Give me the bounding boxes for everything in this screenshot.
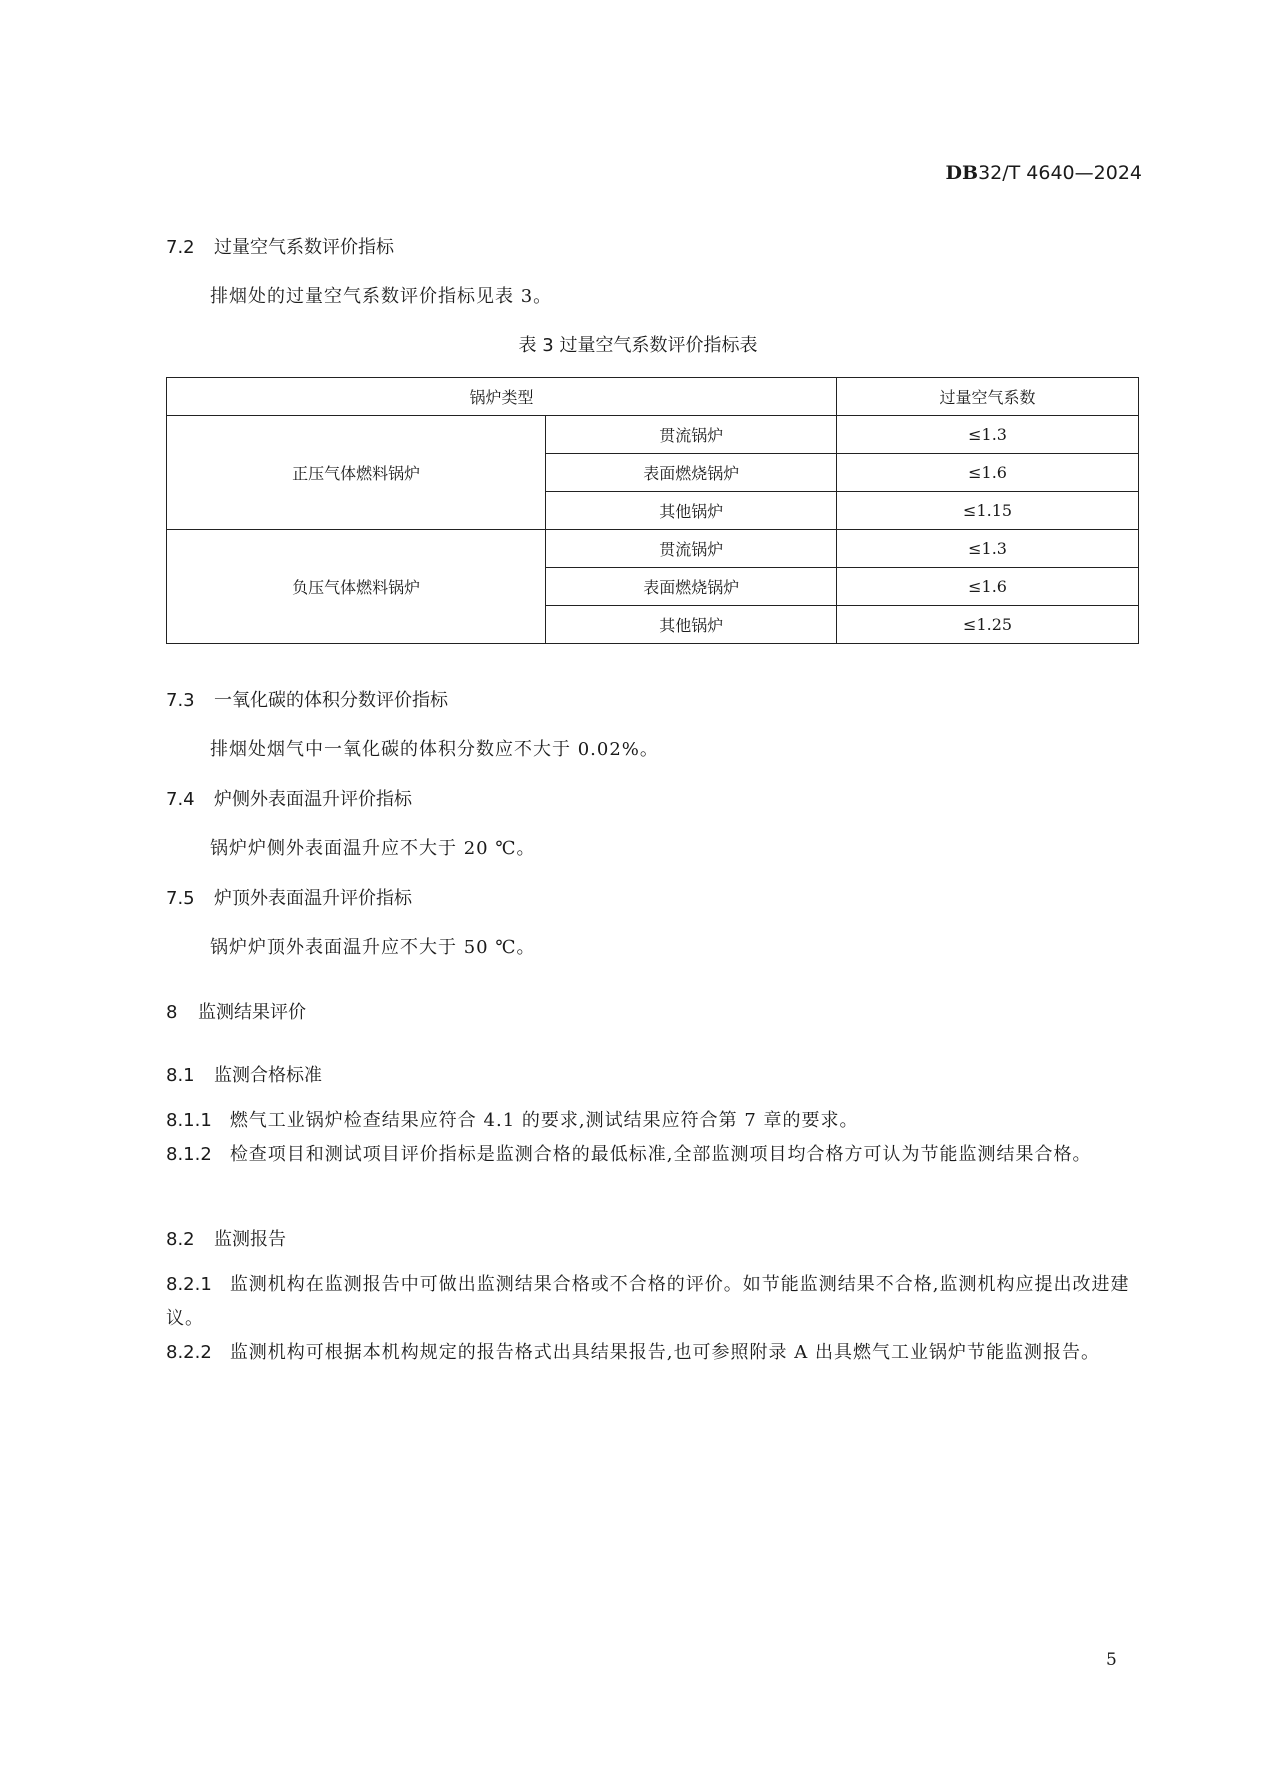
section-7-2-text: 排烟处的过量空气系数评价指标见表 3。 [210, 286, 553, 307]
section-7-5-text: 锅炉炉顶外表面温升应不大于 50 ℃。 [210, 937, 536, 958]
excess-air-table [166, 377, 1139, 644]
table-header-row [167, 378, 1139, 416]
excess-air-value: ≤1.6 [837, 568, 1139, 606]
page-number: 5 [1106, 1650, 1117, 1670]
excess-air-value: ≤1.3 [837, 416, 1139, 454]
group-negative-pressure: 负压气体燃料锅炉 [167, 530, 546, 644]
section-7-3-heading: 7.3 一氧化碳的体积分数评价指标 [166, 690, 448, 711]
section-8-heading: 8 监测结果评价 [166, 1002, 306, 1023]
clause-8-1-2: 8.1.2 检查项目和测试项目评价指标是监测合格的最低标准,全部监测项目均合格方可认为节能监测结果合格。 [166, 1144, 1092, 1165]
section-7-4-heading: 7.4 炉侧外表面温升评价指标 [166, 789, 412, 810]
clause-8-2-2: 8.2.2 监测机构可根据本机构规定的报告格式出具结果报告,也可参照附录 A 出具燃气工业锅炉节能监测报告。 [166, 1342, 1100, 1363]
section-7-3-text: 排烟处烟气中一氧化碳的体积分数应不大于 0.02%。 [210, 739, 659, 760]
section-7-5-heading: 7.5 炉顶外表面温升评价指标 [166, 888, 412, 909]
boiler-type-cell: 表面燃烧锅炉 [546, 454, 837, 492]
header-boiler-type: 锅炉类型 [167, 378, 837, 416]
header-excess-air: 过量空气系数 [837, 378, 1139, 416]
boiler-type-cell: 贯流锅炉 [546, 416, 837, 454]
boiler-type-cell: 其他锅炉 [546, 492, 837, 530]
excess-air-value: ≤1.6 [837, 454, 1139, 492]
excess-air-value: ≤1.15 [837, 492, 1139, 530]
standard-code: DB32/T 4640—2024 [945, 162, 1142, 184]
clause-8-1-1: 8.1.1 燃气工业锅炉检查结果应符合 4.1 的要求,测试结果应符合第 7 章的要求。 [166, 1110, 859, 1131]
table-row [167, 530, 1139, 568]
section-8-2-heading: 8.2 监测报告 [166, 1229, 286, 1250]
section-7-2-heading: 7.2 过量空气系数评价指标 [166, 237, 394, 258]
boiler-type-cell: 其他锅炉 [546, 606, 837, 644]
table-3-caption: 表 3 过量空气系数评价指标表 [518, 335, 758, 356]
excess-air-value: ≤1.3 [837, 530, 1139, 568]
boiler-type-cell: 表面燃烧锅炉 [546, 568, 837, 606]
clause-8-2-1: 8.2.1 监测机构在监测报告中可做出监测结果合格或不合格的评价。如节能监测结果不合格,监测机构应提出改进建议。 [166, 1274, 1130, 1329]
boiler-type-cell: 贯流锅炉 [546, 530, 837, 568]
excess-air-value: ≤1.25 [837, 606, 1139, 644]
section-8-1-heading: 8.1 监测合格标准 [166, 1065, 322, 1086]
group-positive-pressure: 正压气体燃料锅炉 [167, 416, 546, 530]
section-7-4-text: 锅炉炉侧外表面温升应不大于 20 ℃。 [210, 838, 536, 859]
table-row [167, 416, 1139, 454]
